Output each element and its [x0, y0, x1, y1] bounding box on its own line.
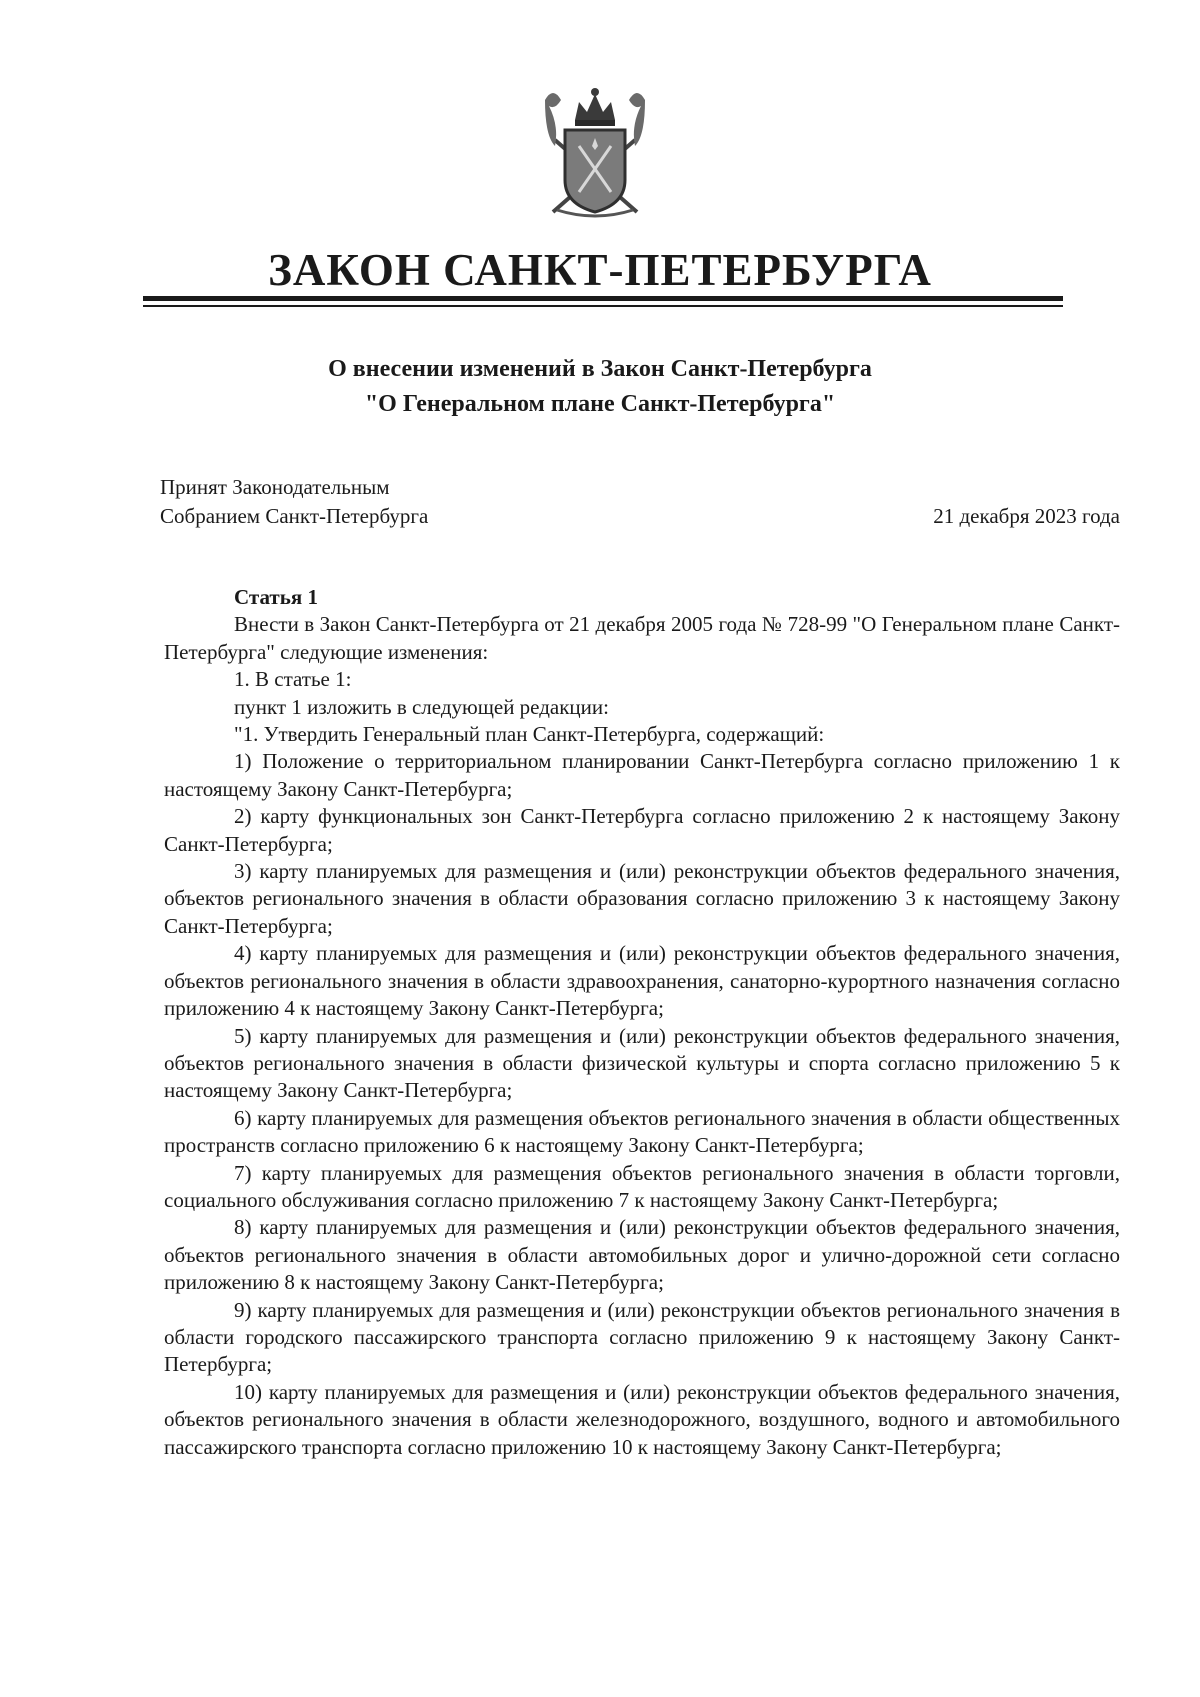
quote-start: "1. Утвердить Генеральный план Санкт-Петербурга, содержащий:	[234, 722, 825, 747]
list-item: 10) карту планируемых для размещения и (или) реконструкции объектов федерального значения, объектов регионального значения в области железнодорожного, воздушного, водного и автомобильного пассажирского транспорта согласно приложению 10 к настоящему Закону Санкт-Петербурга;	[164, 1379, 1120, 1459]
subtitle-line-2: "О Генеральном плане Санкт-Петербурга"	[364, 391, 836, 417]
article-intro: Внести в Закон Санкт-Петербурга от 21 декабря 2005 года № 728-99 "О Генеральном плане Санкт-Петербурга" следующие изменения:	[164, 612, 1120, 664]
list-item: 6) карту планируемых для размещения объектов регионального значения в области общественных пространств согласно приложению 6 к настоящему Закону Санкт-Петербурга;	[164, 1105, 1120, 1158]
law-subtitle	[140, 352, 1060, 422]
list-item: 5) карту планируемых для размещения и (или) реконструкции объектов федерального значения, объектов регионального значения в области физической культуры и спорта согласно приложению 5 к настоящему Закону Санкт-Петербурга;	[164, 1023, 1120, 1103]
list-item: 1) Положение о территориальном планировании Санкт-Петербурга согласно приложению 1 к настоящему Закону Санкт-Петербурга;	[164, 749, 1120, 801]
adoption-line-1: Принят Законодательным	[160, 475, 390, 499]
adoption-line-2: Собранием Санкт-Петербурга	[160, 504, 429, 528]
article-heading: Статья 1	[234, 585, 318, 609]
coat-of-arms-icon	[535, 80, 655, 220]
list-item: 2) карту функциональных зон Санкт-Петербурга согласно приложению 2 к настоящему Закону Санкт-Петербурга;	[164, 804, 1120, 856]
adoption-body	[160, 473, 428, 531]
title-rule-thick	[143, 296, 1063, 301]
change-1: 1. В статье 1:	[234, 667, 352, 692]
article-body	[164, 584, 1120, 1461]
adoption-date: 21 декабря 2023 года	[933, 504, 1120, 528]
list-item: 7) карту планируемых для размещения объектов регионального значения в области торговли, социального обслуживания согласно приложению 7 к настоящему Закону Санкт-Петербурга;	[164, 1160, 1120, 1212]
subtitle-line-1: О внесении изменений в Закон Санкт-Петербурга	[328, 356, 872, 382]
point-1: пункт 1 изложить в следующей редакции:	[234, 694, 609, 719]
title-rule-thin	[143, 305, 1063, 307]
list-item: 9) карту планируемых для размещения и (или) реконструкции объектов регионального значения в области городского пассажирского транспорта согласно приложению 9 к настоящему Закону Санкт-Петербурга;	[164, 1297, 1120, 1377]
list-item: 4) карту планируемых для размещения и (или) реконструкции объектов федерального значения, объектов регионального значения в области здравоохранения, санаторно-курортного назначения согласно приложению 4 к настоящему Закону Санкт-Петербурга;	[164, 941, 1120, 1021]
list-item: 8) карту планируемых для размещения и (или) реконструкции объектов федерального значения, объектов регионального значения в области автомобильных дорог и улично-дорожной сети согласно приложению 8 к настоящему Закону Санкт-Петербурга;	[164, 1215, 1120, 1295]
law-title: ЗАКОН САНКТ-ПЕТЕРБУРГА	[268, 245, 932, 295]
list-item: 3) карту планируемых для размещения и (или) реконструкции объектов федерального значения, объектов регионального значения в области образования согласно приложению 3 к настоящему Закону Санкт-Петербурга;	[164, 859, 1120, 938]
